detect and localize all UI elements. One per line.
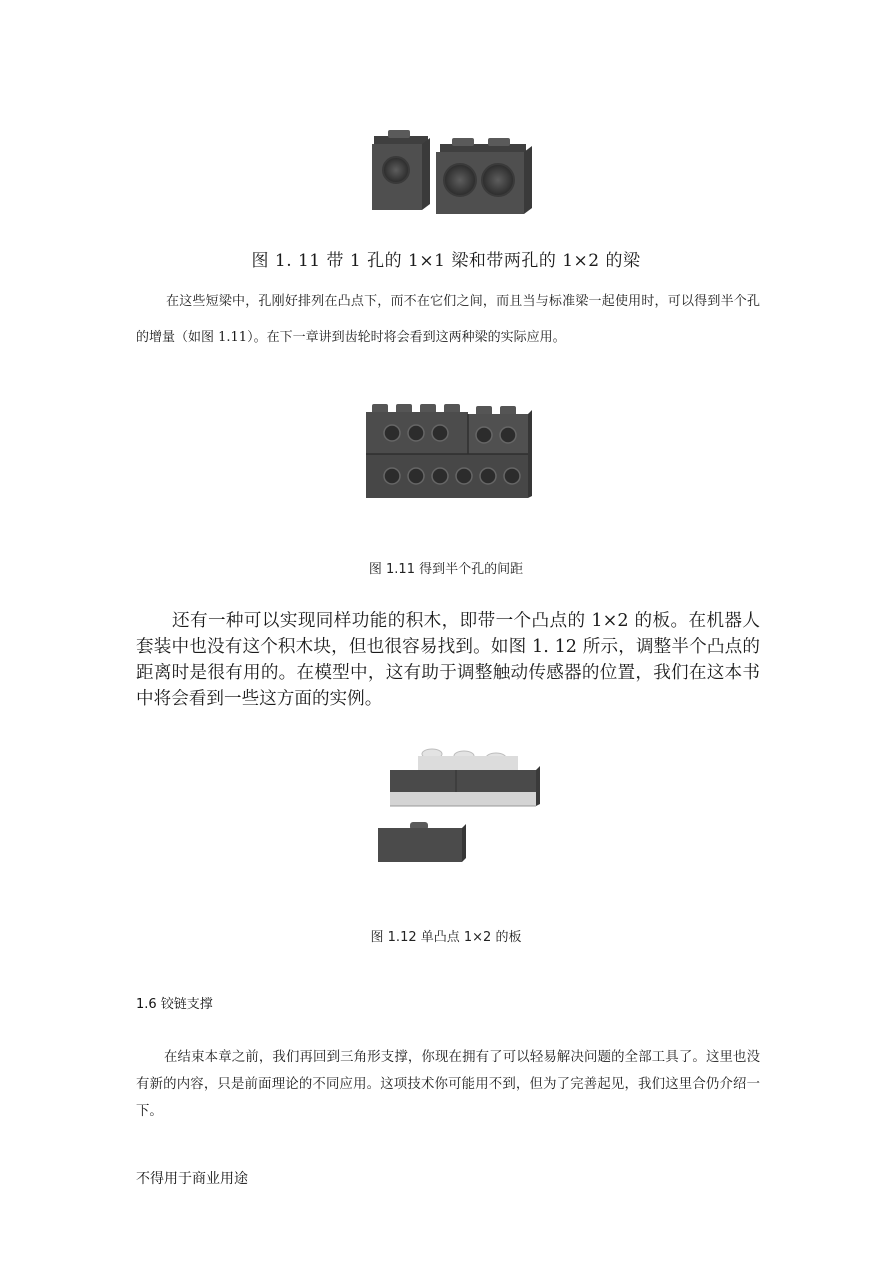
section-heading: 1.6 铰链支撑 [136, 997, 213, 1012]
footer-notice: 不得用于商业用途 [136, 1171, 248, 1187]
paragraph-hinge-bracing: 在结束本章之前，我们再回到三角形支撑，你现在拥有了可以轻易解决问题的全部工具了。这里也没有新的内容，只是前面理论的不同应用。这项技术你可能用不到，但为了完善起见，我们这里合仍介绍一下。 [136, 1050, 760, 1119]
beam-1x1 [372, 130, 430, 210]
figure-caption-1: 图 1. 11 带 1 孔的 1×1 梁和带两孔的 1×2 的梁 [251, 251, 641, 271]
figure-half-hole-spacing [362, 400, 534, 506]
figure-single-stud-plate [372, 744, 544, 874]
figure-caption-3: 图 1.12 单凸点 1×2 的板 [370, 930, 522, 945]
beam-1x2 [436, 138, 532, 214]
figure-short-beams [360, 128, 540, 223]
figure-caption-2: 图 1.11 得到半个孔的间距 [368, 562, 524, 577]
paragraph-short-beams: 在这些短梁中，孔刚好排列在凸点下，而不在它们之间，而且当与标准梁一起使用时，可以得到半个孔的增量（如图 1.11）。在下一章讲到齿轮时将会看到这两种梁的实际应用。 [136, 294, 760, 345]
paragraph-single-stud-plate: 还有一种可以实现同样功能的积木，即带一个凸点的 1×2 的板。在机器人套装中也没有这个积木块，但也很容易找到。如图 1. 12 所示，调整半个凸点的距离时是很有用的。在模型中，这有助于调整触动传感器的位置，我们在这本书中将会看到一些这方面的实例。 [136, 611, 760, 709]
